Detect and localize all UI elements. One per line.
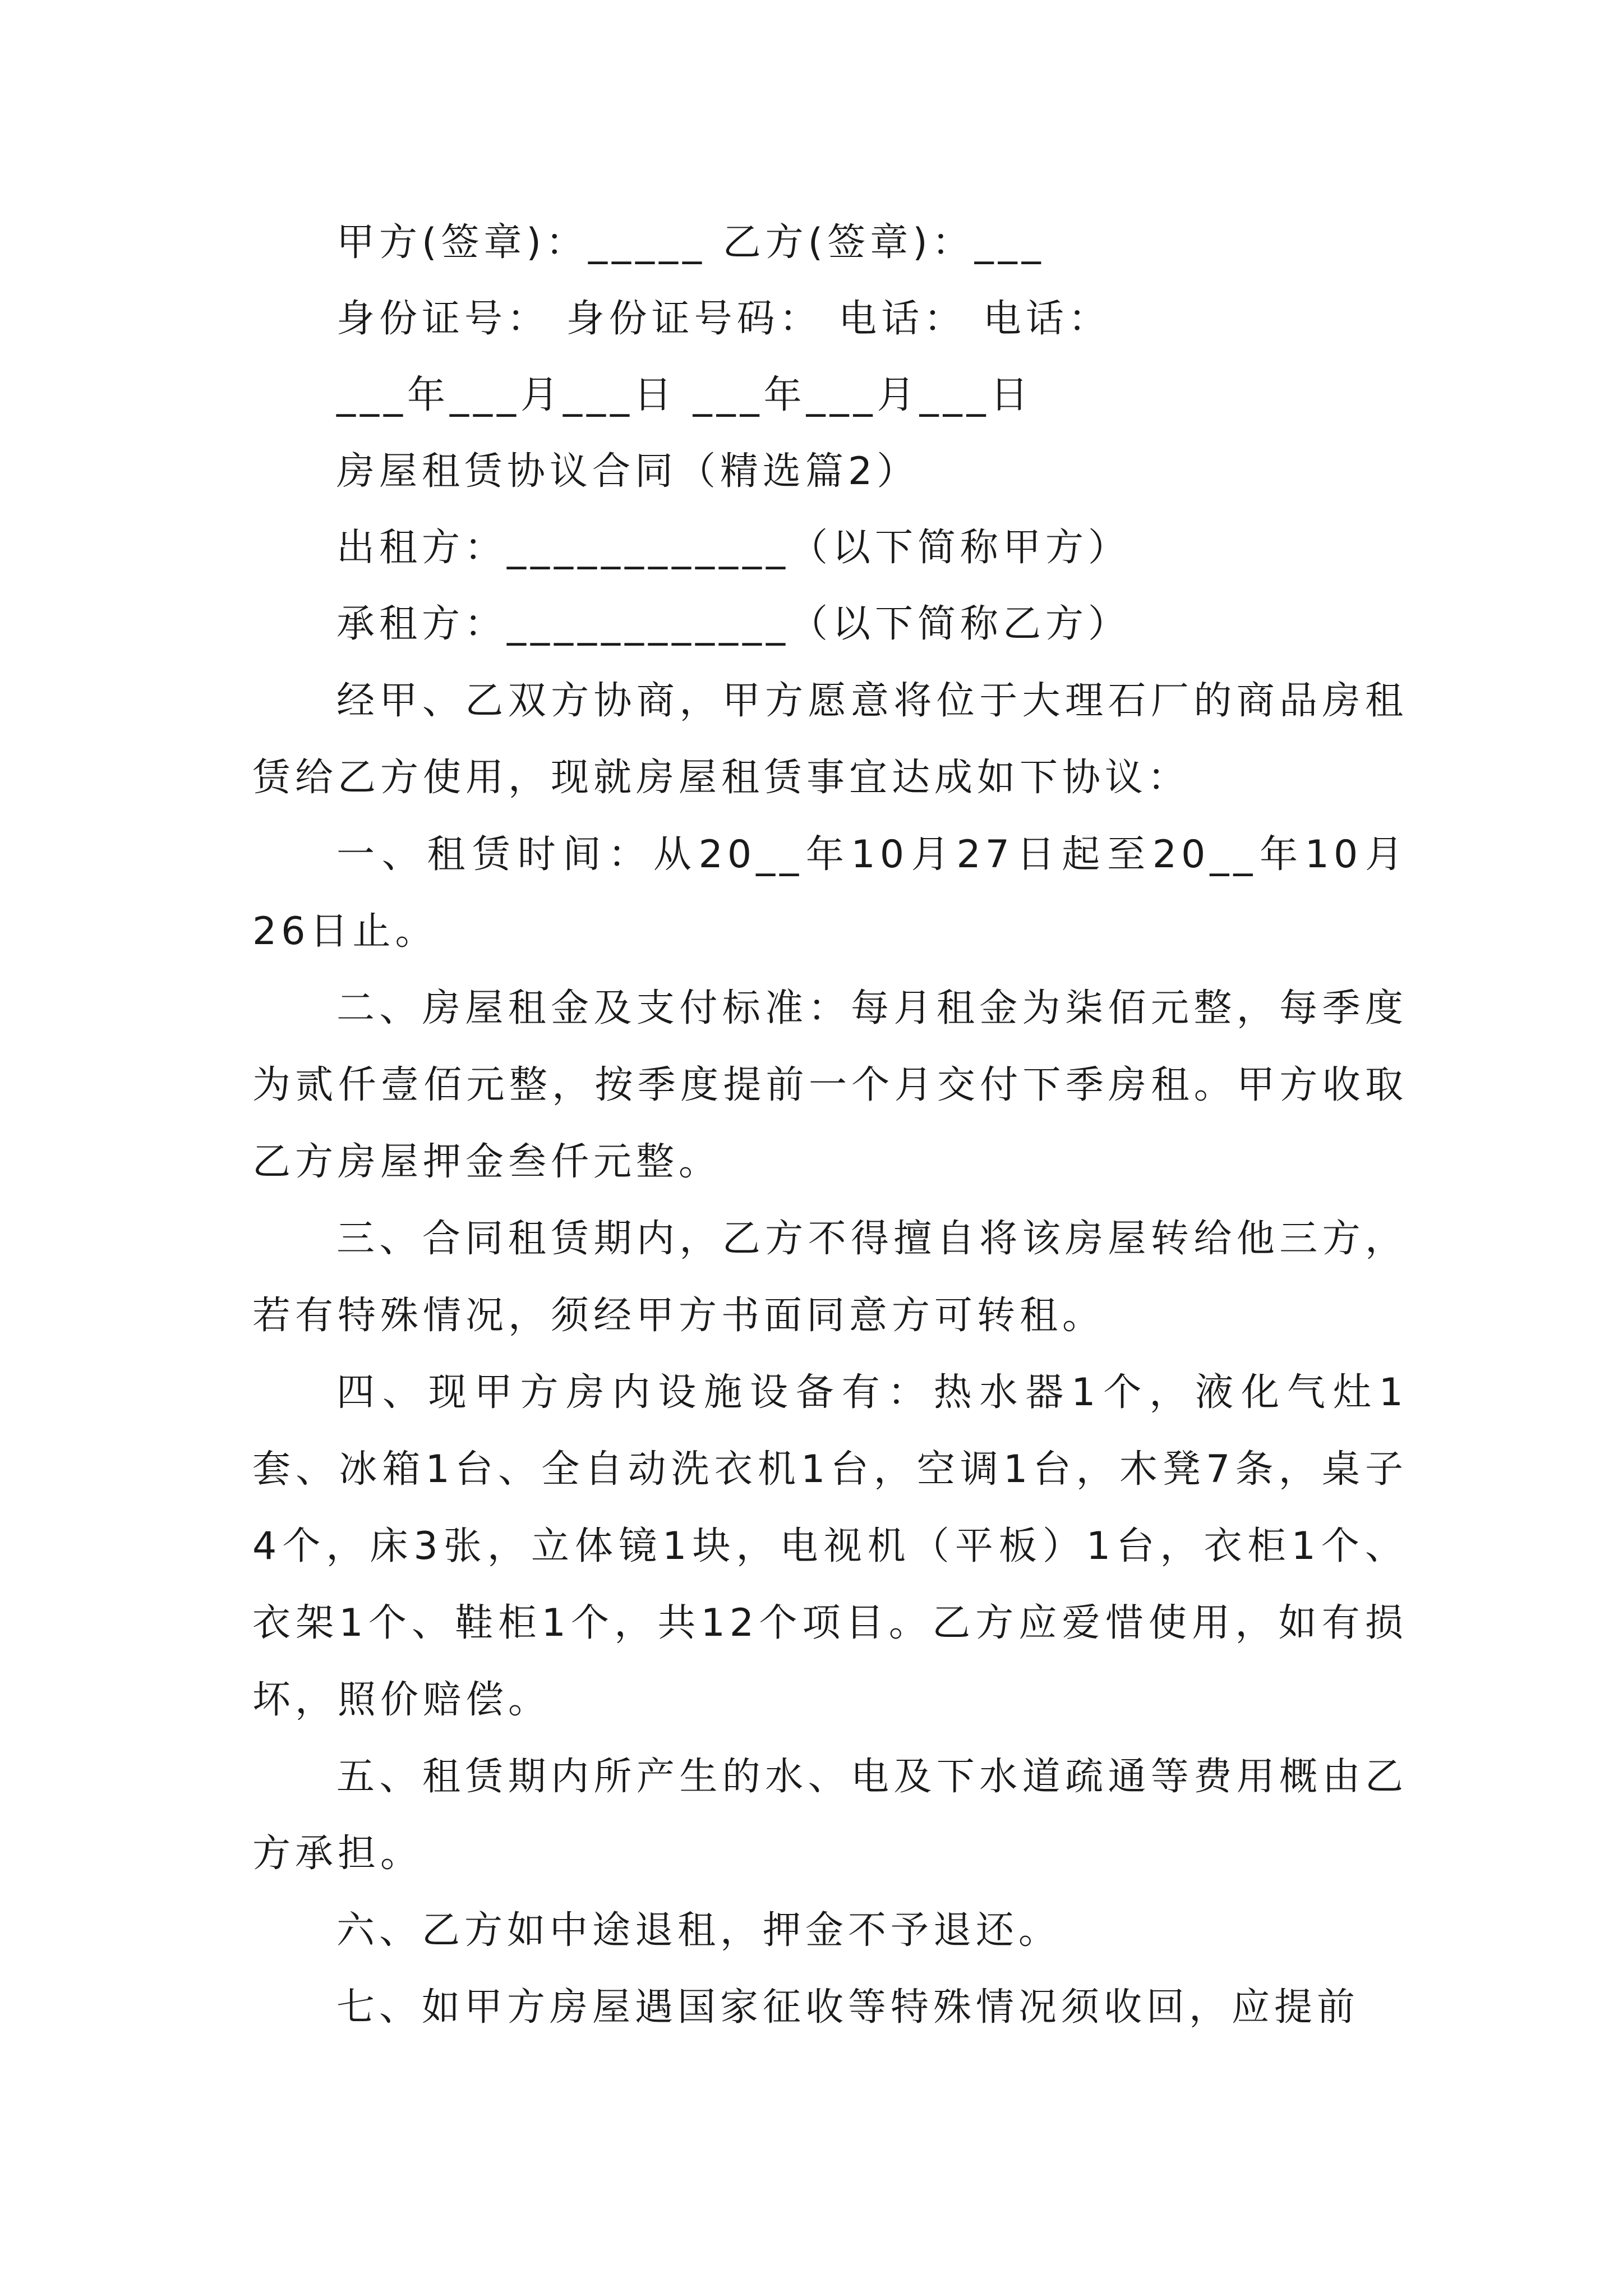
signature-line: 甲方(签章)：_____ 乙方(签章)：___ <box>336 220 1045 265</box>
clause-3-paragraph: 三、合同租赁期内，乙方不得擅自将该房屋转给他三方，若有特殊情况，须经甲方书面同意方可转租。 <box>252 1217 1408 1338</box>
intro-paragraph: 经甲、乙双方协商，甲方愿意将位于大理石厂的商品房租赁给乙方使用，现就房屋租赁事宜达成如下协议： <box>252 679 1408 800</box>
clause-1-paragraph: 一、租赁时间：从20__年10月27日起至20__年10月26日止。 <box>252 832 1408 954</box>
clause-6-paragraph: 六、乙方如中途退租，押金不予退还。 <box>336 1908 1062 1953</box>
clause-7-paragraph: 七、如甲方房屋遇国家征收等特殊情况须收回，应提前 <box>336 1985 1360 2030</box>
clause-4-paragraph: 四、现甲方房内设施设备有：热水器1个，液化气灶1套、冰箱1台、全自动洗衣机1台，空调1台，木凳7条，桌子4个，床3张，立体镜1块，电视机（平板）1台，衣柜1个、衣架1个、鞋柜1个，共12个项目。乙方应爱惜使用，如有损坏，照价赔偿。 <box>252 1370 1408 1722</box>
date-line: ___年___月___日 ___年___月___日 <box>336 373 1033 417</box>
section-title: 房屋租赁协议合同（精选篇2） <box>336 449 920 494</box>
document-body <box>252 205 1408 2046</box>
id-phone-line: 身份证号： 身份证号码： 电话： 电话： <box>336 297 1111 341</box>
clause-5-paragraph: 五、租赁期内所产生的水、电及下水道疏通等费用概由乙方承担。 <box>252 1755 1408 1876</box>
lessee-line: 承租方：____________（以下简称乙方） <box>336 602 1131 646</box>
lessor-line: 出租方：____________（以下简称甲方） <box>336 526 1131 570</box>
clause-2-paragraph: 二、房屋租金及支付标准：每月租金为柒佰元整，每季度为贰仟壹佰元整，按季度提前一个月交付下季房租。甲方收取乙方房屋押金叁仟元整。 <box>252 986 1408 1184</box>
